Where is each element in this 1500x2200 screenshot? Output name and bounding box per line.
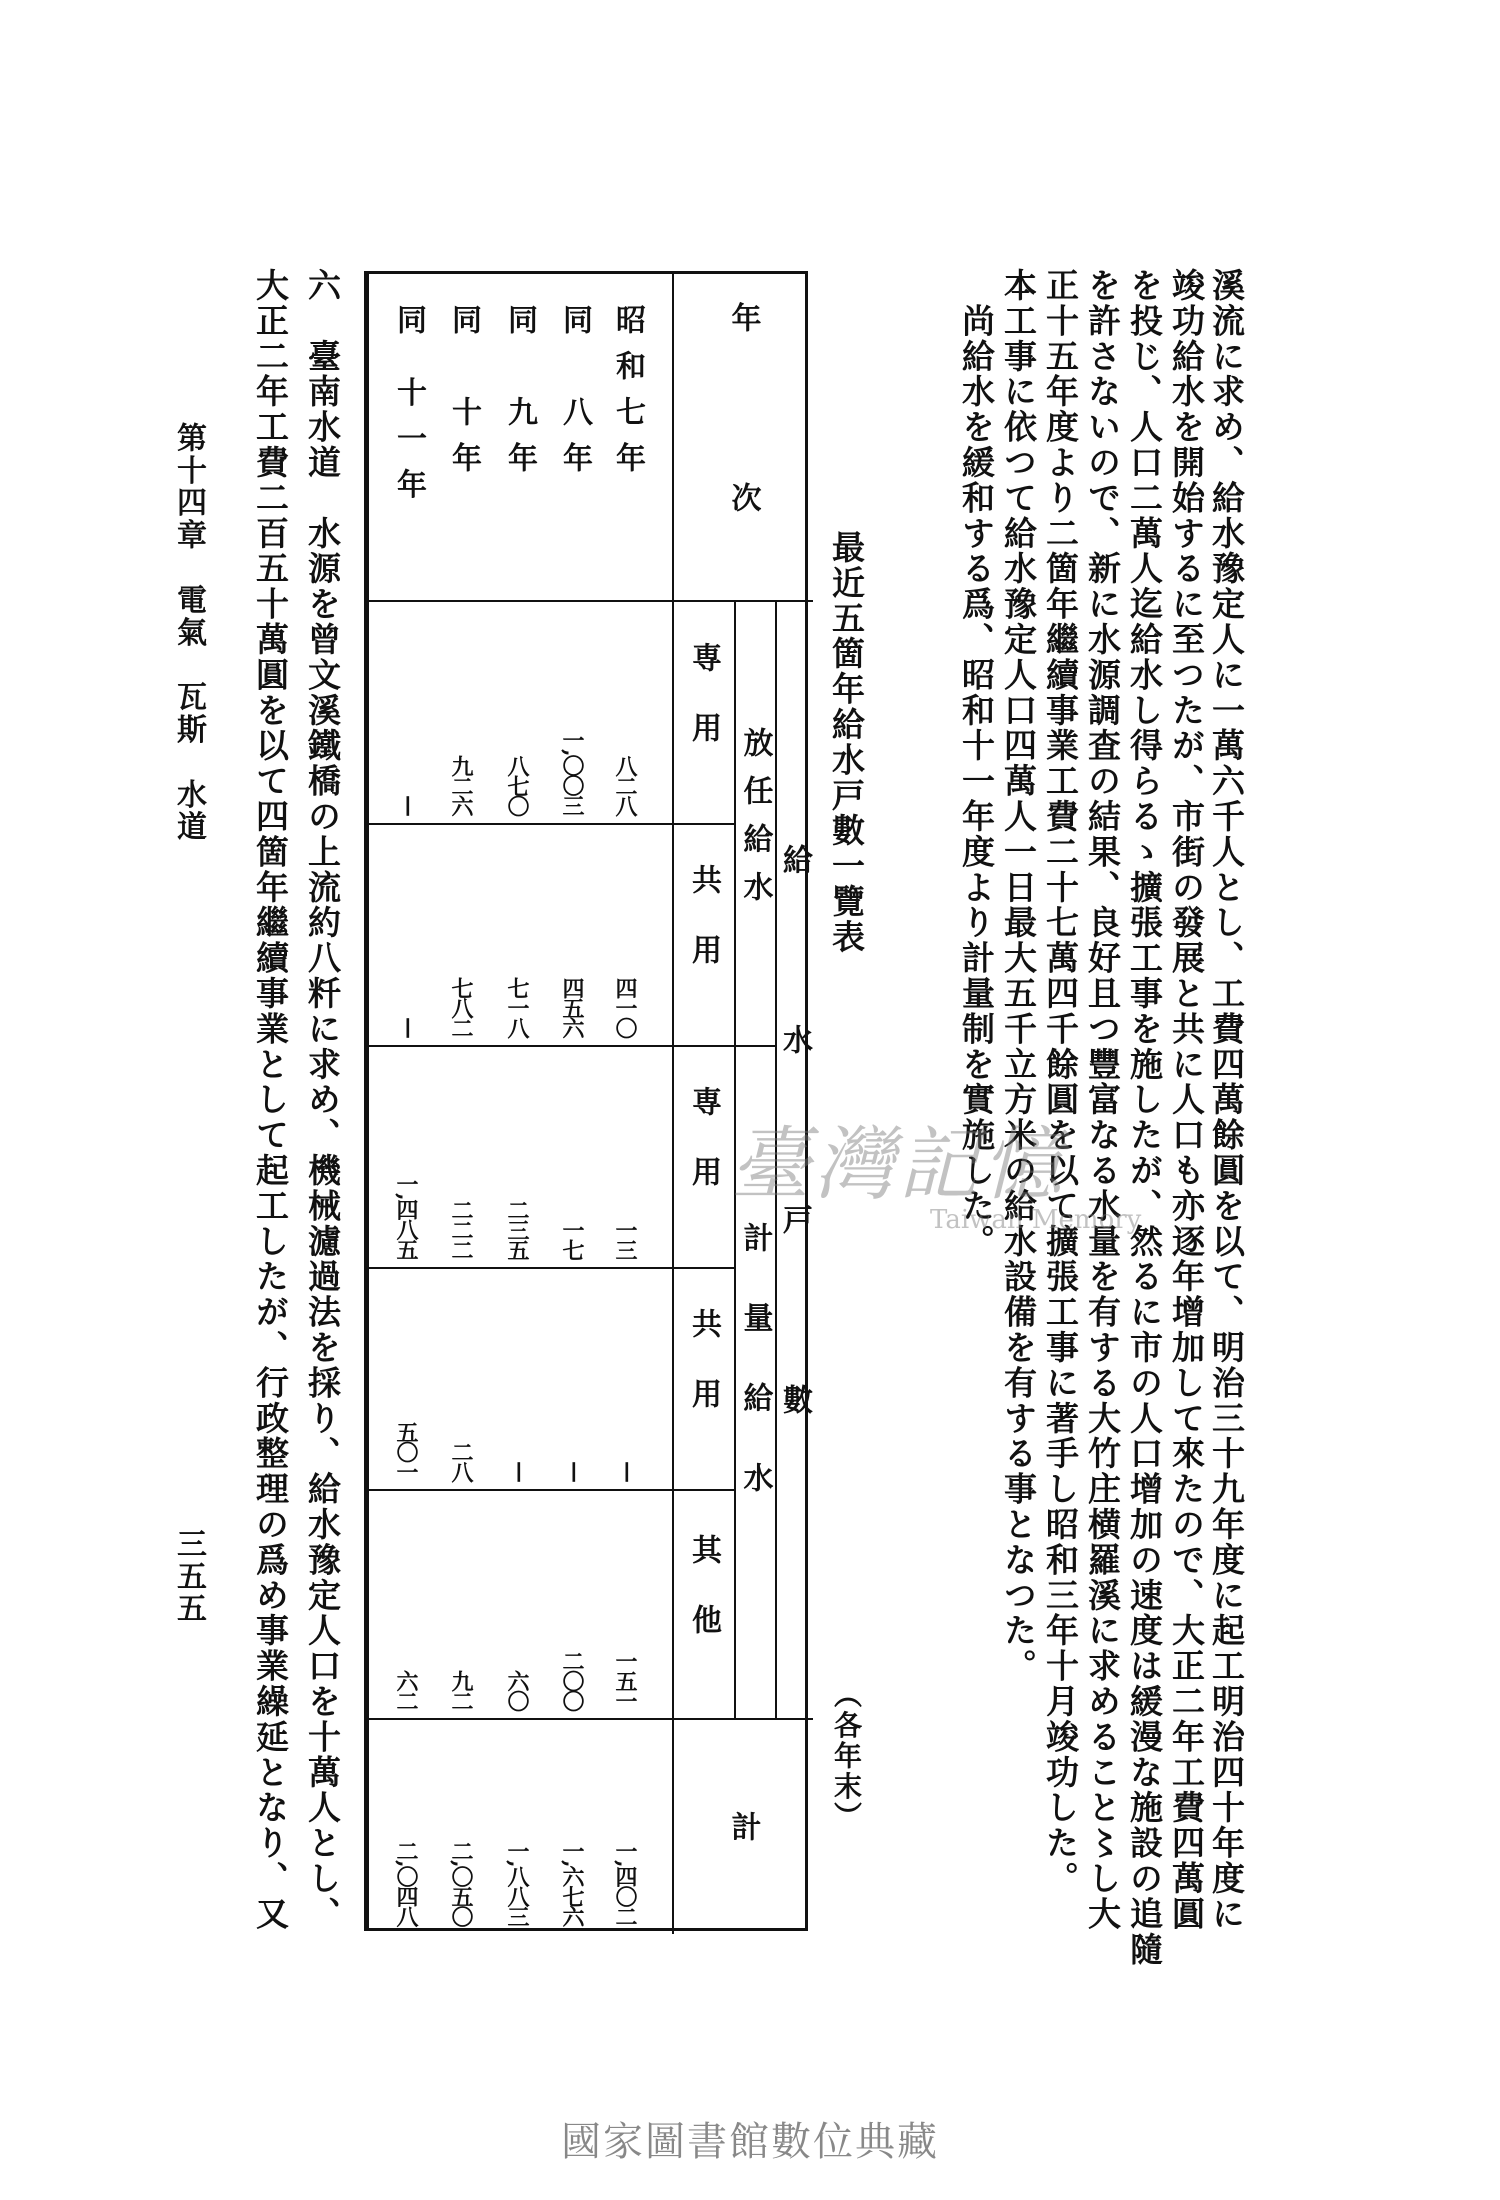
- page-number: 三五五: [171, 1528, 206, 1626]
- table-cell: 二三五: [504, 1199, 530, 1259]
- table-cell: 一,四八五: [393, 1173, 419, 1259]
- running-head: 第十四章 電氣 瓦斯 水道: [171, 422, 206, 844]
- table-cell: 七八二: [448, 977, 474, 1037]
- group-header: 給 水 戸 數: [777, 844, 812, 1474]
- body-line: 尚給水を緩和する爲、昭和十一年度より計量制を實施した。: [957, 268, 996, 1260]
- table-cell: 一,四〇二: [612, 1840, 638, 1926]
- footer-credit: 國家圖書館數位典藏: [561, 2119, 939, 2165]
- table-cell: 一,〇〇三: [559, 729, 585, 815]
- total-header: 計: [725, 1811, 761, 1841]
- table-cell: 四五六: [559, 977, 585, 1037]
- table-cell: 六〇: [504, 1670, 530, 1710]
- body-line: を投じ、人口二萬人迄給水し得らるゝ擴張工事を施したが、然るに市の人口增加の速度は緩漫な施設の追隨: [1125, 268, 1164, 1968]
- body-line: を許さないので、新に水源調査の結果、良好且つ豐富なる水量を有する大竹庄横羅溪に求めること〻し大: [1083, 268, 1122, 1932]
- table-cell: 一三: [612, 1219, 638, 1259]
- table-cell: 六二: [393, 1670, 419, 1710]
- table-cell: 九二六: [448, 755, 474, 815]
- table-cell: 七一八: [504, 977, 530, 1037]
- section-line-1: 六 臺南水道 水源を曾文溪鐵橋の上流約八粁に求め、機械濾過法を採り、給水豫定人口を十萬人とし、: [303, 268, 342, 1932]
- table-cell: 八七〇: [504, 755, 530, 815]
- table-cell: —: [396, 1017, 422, 1037]
- table-cell: 一,六七六: [559, 1840, 585, 1926]
- table-cell: —: [507, 1461, 533, 1481]
- column-header: 共用: [686, 864, 721, 1004]
- table-cell: —: [562, 1461, 588, 1481]
- body-line: 本工事に依つて給水豫定人口四萬人一日最大五千立方米の給水設備を有する事となつた。: [999, 268, 1038, 1684]
- year-header: 年 次: [725, 302, 761, 572]
- section-line-2: 大正二年工費二百五十萬圓を以て四箇年繼續事業として起工したが、行政整理の爲め事業繰延となり、又: [251, 268, 290, 1932]
- body-line: 竣功給水を開始するに至つたが、市街の發展と共に人口も亦逐年增加して來たので、大正二年工費四萬圓: [1167, 268, 1206, 1932]
- table-cell: 八二八: [612, 755, 638, 815]
- year-label: 昭和七年: [610, 304, 645, 488]
- subgroup-header: 放任給水: [737, 726, 773, 919]
- column-header: 専用: [686, 641, 721, 782]
- year-label: 同 十一年: [391, 304, 426, 515]
- table-cell: 四一〇: [612, 977, 638, 1037]
- table-note: （各年末）: [830, 1680, 863, 1832]
- year-label: 同 八年: [557, 304, 592, 488]
- table-cell: 二二二: [448, 1199, 474, 1259]
- column-header: 其他: [686, 1533, 721, 1674]
- table-cell: 一,八八三: [504, 1840, 530, 1926]
- column-header: 専用: [686, 1086, 721, 1226]
- table-cell: 一七: [559, 1219, 585, 1259]
- table-cell: 一五一: [612, 1650, 638, 1710]
- table-cell: —: [615, 1461, 641, 1481]
- body-line: 溪流に求め、給水豫定人に一萬六千人とし、工費四萬餘圓を以て、明治三十九年度に起工明治四十年度に: [1207, 268, 1246, 1932]
- watermark-subtext: Taiwan Memory: [930, 1205, 1142, 1235]
- table-cell: —: [396, 795, 422, 815]
- table-cell: 五〇一: [393, 1421, 419, 1481]
- table-cell: 二〇〇: [559, 1650, 585, 1710]
- table-cell: 九二: [448, 1670, 474, 1710]
- table-cell: 二八: [448, 1441, 474, 1481]
- table-title: 最近五箇年給水戸數一覽表: [827, 530, 866, 955]
- year-label: 同 十年: [446, 304, 481, 488]
- body-line: 正十五年度より二箇年繼續事業工費二十七萬四千餘圓を以て擴張工事に著手し昭和三年十月竣功した。: [1041, 268, 1080, 1897]
- table-cell: 二,〇四八: [393, 1840, 419, 1926]
- column-header: 共用: [686, 1308, 721, 1448]
- table-cell: 二,〇五〇: [448, 1840, 474, 1926]
- subgroup-header: 計量給水: [737, 1221, 773, 1542]
- year-label: 同 九年: [502, 304, 537, 488]
- watermark-logo: 臺灣記憶: [730, 1118, 1066, 1211]
